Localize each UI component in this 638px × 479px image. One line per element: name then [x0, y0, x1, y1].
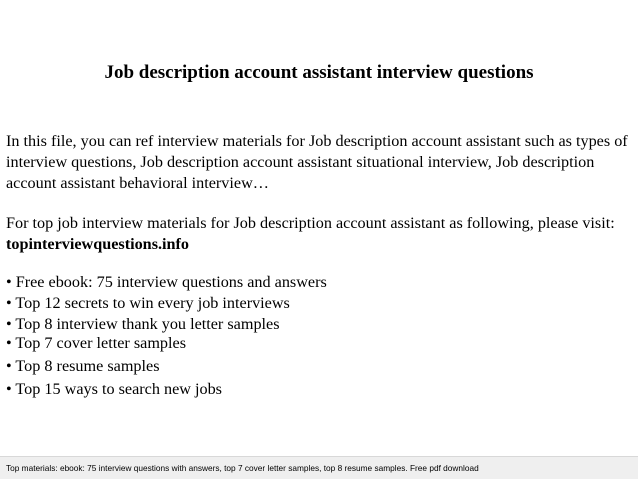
- footer-bar: Top materials: ebook: 75 interview questions with answers, top 7 cover letter samples, top 8 resume samples. Free pdf download: [0, 456, 638, 479]
- website-link[interactable]: topinterviewquestions.info: [6, 235, 190, 253]
- materials-text: For top job interview materials for Job description account assistant as following, please visit:: [6, 214, 615, 232]
- materials-list: [6, 272, 634, 400]
- list-item: • Top 8 resume samples: [6, 357, 160, 375]
- list-item: • Top 15 ways to search new jobs: [6, 380, 222, 398]
- materials-paragraph: [6, 213, 634, 255]
- list-item: • Top 7 cover letter samples: [6, 334, 186, 352]
- list-item: • Top 12 secrets to win every job interviews: [6, 294, 290, 312]
- list-item: • Free ebook: 75 interview questions and answers: [6, 273, 327, 291]
- list-item: • Top 8 interview thank you letter samples: [6, 315, 280, 333]
- slide-title: Job description account assistant interview questions: [104, 62, 534, 83]
- intro-paragraph: In this file, you can ref interview materials for Job description account assistant such as types of interview questions, Job description account assistant situational interview, Job description account assistant behavioral interview…: [6, 132, 628, 192]
